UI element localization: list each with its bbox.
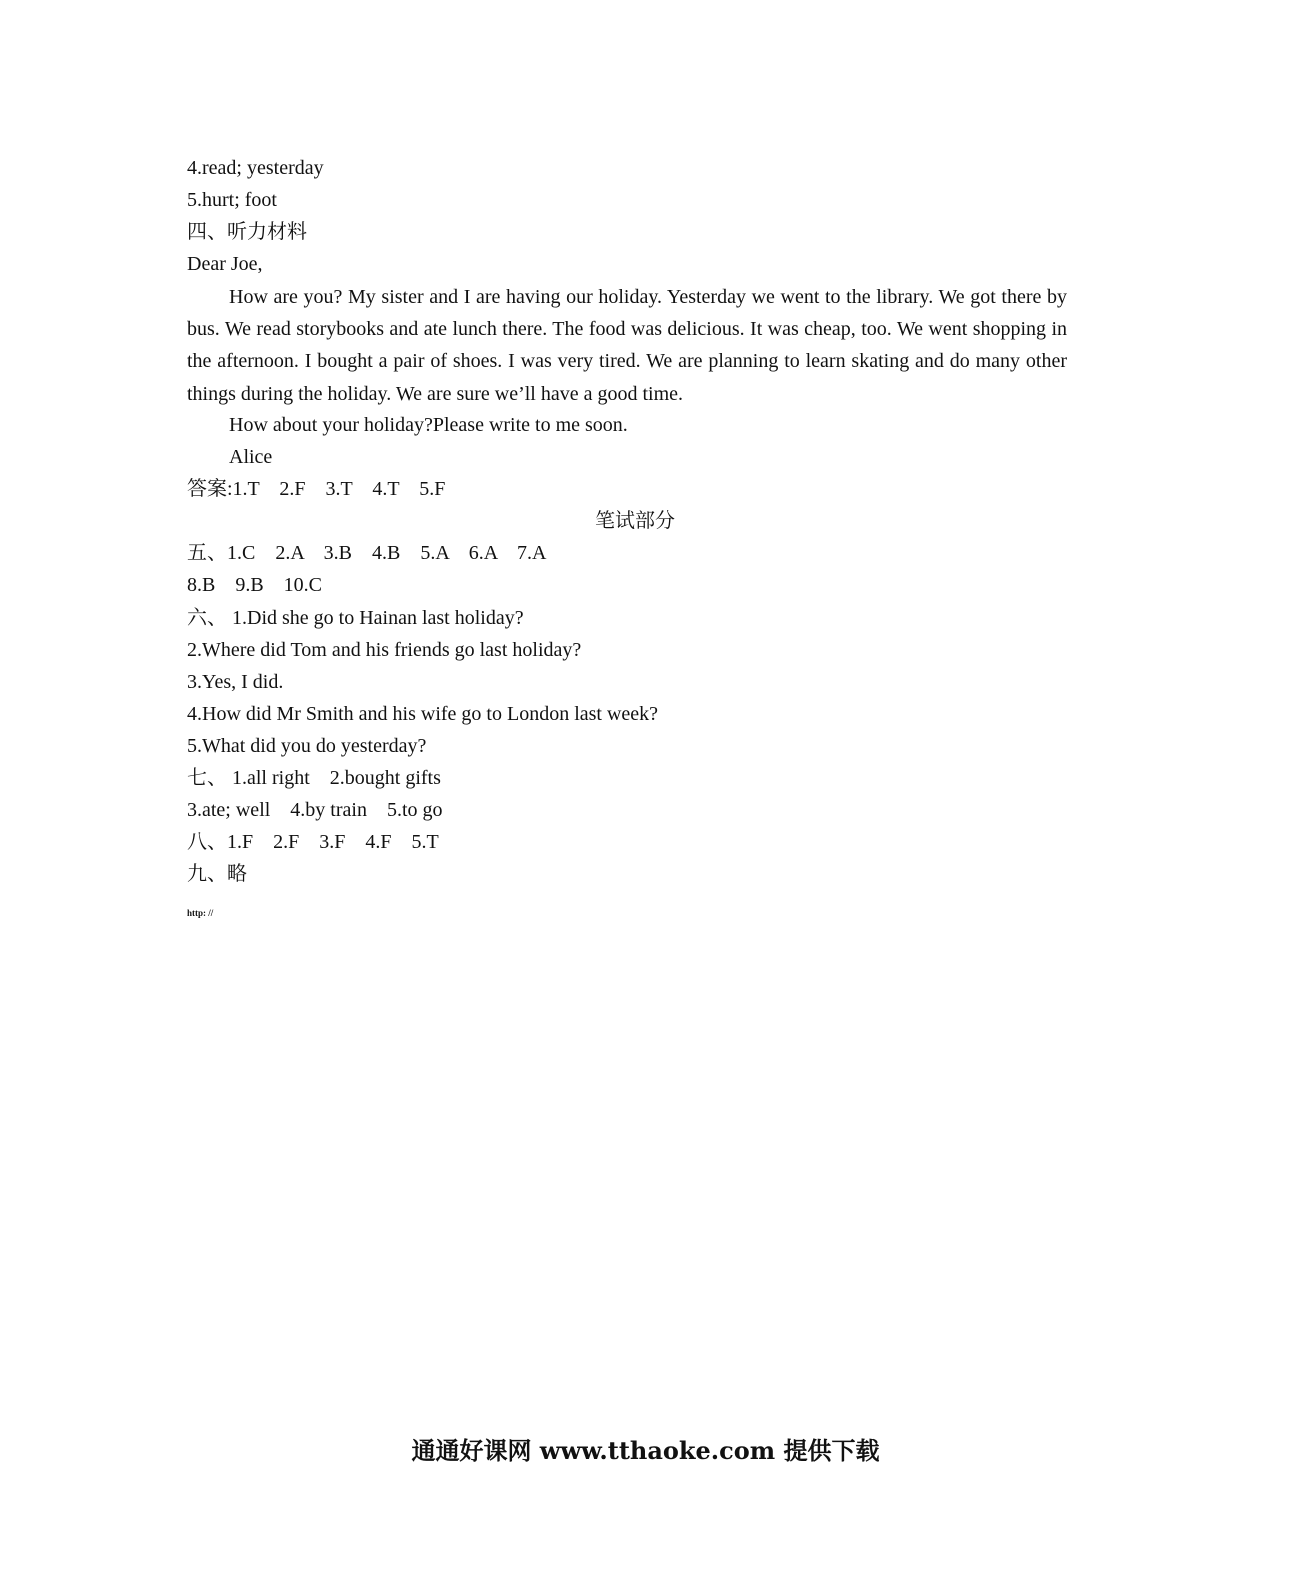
part-7-answers-line-2: 3.ate; well 4.by train 5.to go — [187, 799, 443, 821]
section-title-written-part: 笔试部分 — [595, 510, 675, 532]
part-7-answers-line-1: 七、 1.all right 2.bought gifts — [187, 767, 441, 789]
part-8-answers: 八、1.F 2.F 3.F 4.F 5.T — [187, 831, 439, 853]
letter-signature: Alice — [229, 446, 273, 468]
section-heading-listening-material: 四、听力材料 — [187, 221, 307, 243]
part-6-answer-2: 2.Where did Tom and his friends go last holiday? — [187, 639, 582, 661]
part-6-answer-3: 3.Yes, I did. — [187, 671, 284, 693]
url-fragment: http: // — [187, 908, 214, 918]
letter-body-paragraph: How are you? My sister and I are having our holiday. Yesterday we went to the library. We got there by bus. We read storybooks and ate lunch there. The food was delicious. It was cheap, too. We went shopping in the afternoon. I bought a pair of shoes. I was very tired. We are planning to learn skating and do many other things during the holiday. We are sure we’ll have a good time. — [187, 286, 1067, 405]
answer-line-4-read-yesterday: 4.read; yesterday — [187, 157, 324, 179]
listening-answers: 答案:1.T 2.F 3.T 4.T 5.F — [187, 478, 446, 500]
part-9-answer: 九、略 — [187, 863, 247, 885]
letter-closing-sentence: How about your holiday?Please write to me soon. — [229, 414, 628, 436]
part-6-answer-4: 4.How did Mr Smith and his wife go to London last week? — [187, 703, 659, 725]
part-5-answers-line-1: 五、1.C 2.A 3.B 4.B 5.A 6.A 7.A — [187, 542, 547, 564]
part-6-answer-5: 5.What did you do yesterday? — [187, 735, 427, 757]
part-6-answer-1: 六、 1.Did she go to Hainan last holiday? — [187, 607, 524, 629]
answer-line-5-hurt-foot: 5.hurt; foot — [187, 189, 277, 211]
footer-download-notice: 通通好课网 www.tthaoke.com 提供下载 — [411, 1436, 880, 1465]
part-5-answers-line-2: 8.B 9.B 10.C — [187, 574, 323, 596]
letter-salutation: Dear Joe, — [187, 253, 263, 275]
